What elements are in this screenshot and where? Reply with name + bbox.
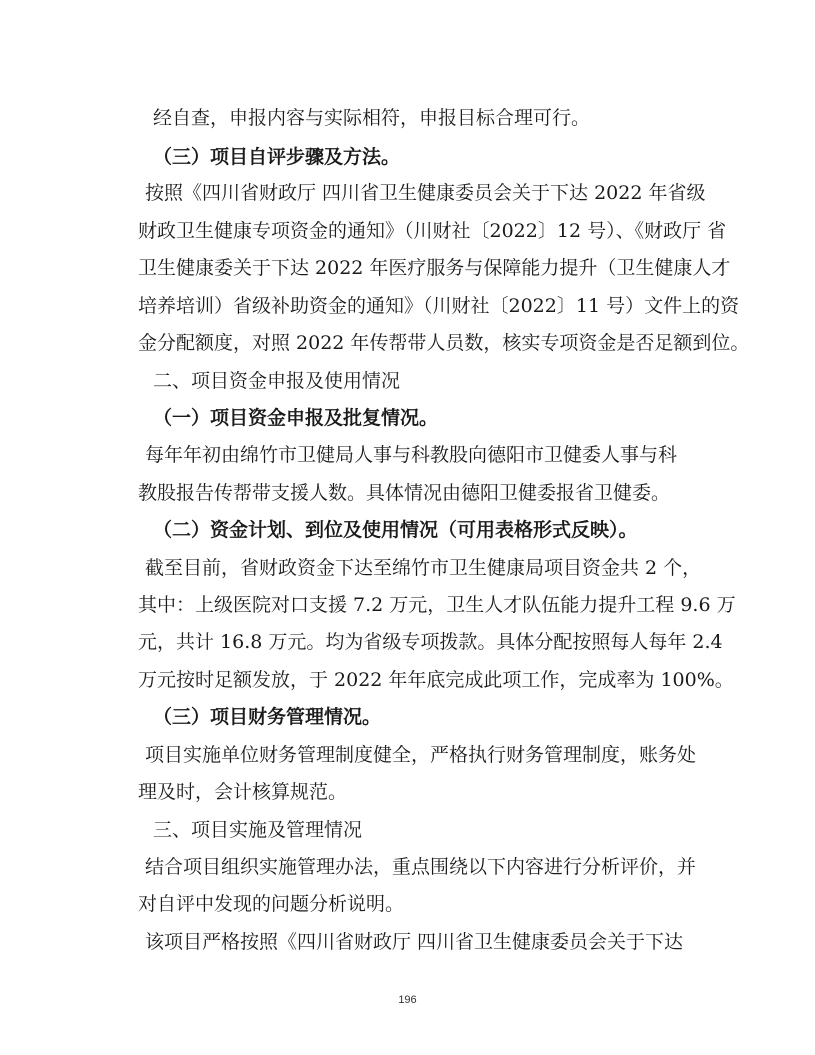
section-heading: （三）项目财务管理情况。: [153, 706, 382, 728]
section-heading: （二）资金计划、到位及使用情况（可用表格形式反映）。: [153, 519, 638, 541]
paragraph-line: 项目实施单位财务管理制度健全，严格执行财务管理制度，账务处: [145, 744, 697, 766]
paragraph-line: 结合项目组织实施管理办法，重点围绕以下内容进行分析评价，并: [145, 856, 697, 878]
paragraph-line: 对自评中发现的问题分析说明。: [138, 893, 405, 915]
page-number: 196: [398, 994, 417, 1006]
paragraph-line: 每年年初由绵竹市卫健局人事与科教股向德阳市卫健委人事与科: [145, 444, 678, 466]
paragraph-line: 卫生健康委关于下达 2022 年医疗服务与保障能力提升（卫生健康人才: [138, 257, 731, 279]
paragraph-line: 按照《四川省财政厅 四川省卫生健康委员会关于下达 2022 年省级: [145, 182, 706, 204]
paragraph-line: 经自查，申报内容与实际相符，申报目标合理可行。: [153, 107, 591, 129]
paragraph-line: 财政卫生健康专项资金的通知》（川财社〔2022〕12 号）、《财政厅 省: [138, 220, 727, 242]
paragraph-line: 金分配额度，对照 2022 年传帮带人员数，核实专项资金是否足额到位。: [138, 332, 750, 354]
paragraph-line: 培养培训）省级补助资金的通知》（川财社〔2022〕11 号）文件上的资: [138, 295, 740, 317]
paragraph-line: 元，共计 16.8 万元。均为省级专项拨款。具体分配按照每人每年 2.4: [138, 631, 723, 653]
section-title: 三、项目实施及管理情况: [153, 819, 363, 841]
paragraph-line: 万元按时足额发放，于 2022 年年底完成此项工作，完成率为 100%。: [138, 669, 734, 691]
section-heading: （三）项目自评步骤及方法。: [153, 146, 401, 168]
section-heading: （一）项目资金申报及批复情况。: [153, 407, 439, 429]
paragraph-line: 该项目严格按照《四川省财政厅 四川省卫生健康委员会关于下达: [145, 931, 684, 953]
paragraph-line: 其中：上级医院对口支援 7.2 万元，卫生人才队伍能力提升工程 9.6 万: [138, 594, 736, 616]
paragraph-line: 截至目前，省财政资金下达至绵竹市卫生健康局项目资金共 2 个，: [145, 557, 702, 579]
paragraph-line: 理及时，会计核算规范。: [138, 781, 348, 803]
section-title: 二、项目资金申报及使用情况: [153, 370, 401, 392]
paragraph-line: 教股报告传帮带支援人数。具体情况由德阳卫健委报省卫健委。: [138, 482, 671, 504]
